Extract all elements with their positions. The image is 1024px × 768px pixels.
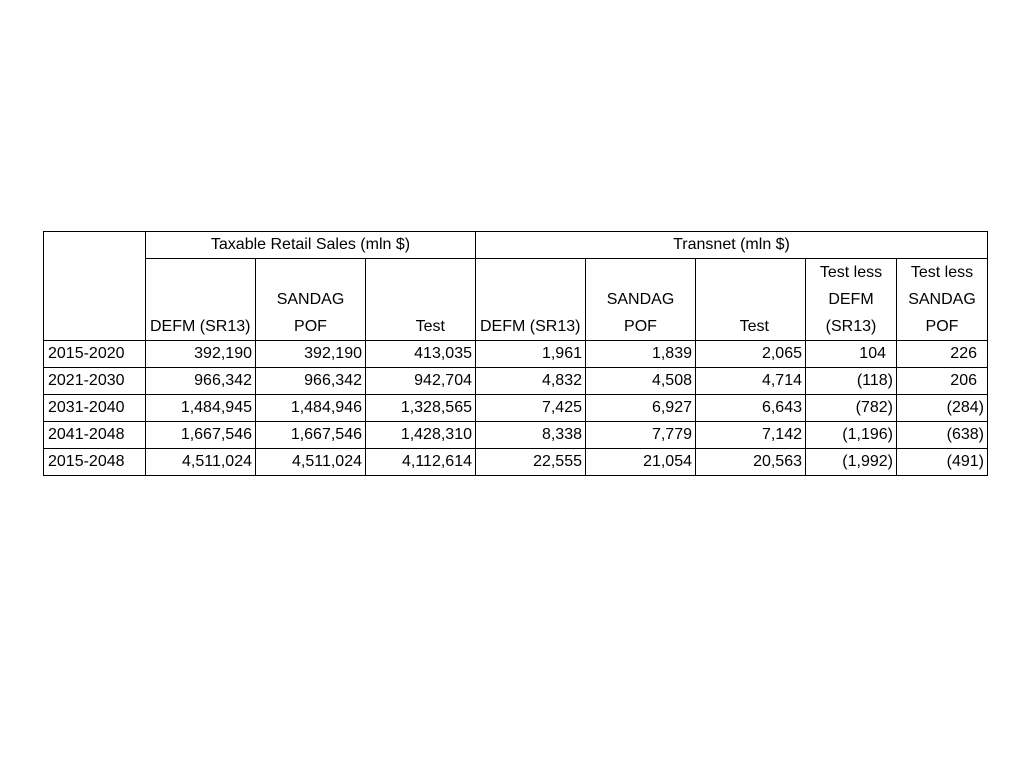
value-cell: 942,704 [366, 368, 476, 395]
col-header-transnet-sandag-pof [586, 259, 696, 341]
value-cell: 7,779 [586, 422, 696, 449]
header-line: SANDAG [908, 291, 976, 308]
col-header-test-less-defm [806, 259, 897, 341]
value-cell: 206 [897, 368, 988, 395]
value-cell: 966,342 [256, 368, 366, 395]
value-cell: 6,643 [696, 395, 806, 422]
value-cell: 4,112,614 [366, 449, 476, 476]
value-cell: 8,338 [476, 422, 586, 449]
header-line: SANDAG [276, 291, 345, 308]
value-cell: 104 [806, 341, 897, 368]
value-cell: (284) [897, 395, 988, 422]
value-cell: 392,190 [256, 341, 366, 368]
table-row [44, 422, 988, 449]
period-cell: 2015-2048 [44, 449, 146, 476]
header-line: POF [925, 318, 959, 335]
header-line: Test [415, 318, 445, 335]
taxable-retail-sales-header: Taxable Retail Sales (mln $) [146, 232, 476, 259]
table-row [44, 368, 988, 395]
header-line: Test less [910, 264, 974, 281]
value-cell: 4,508 [586, 368, 696, 395]
value-cell: 7,425 [476, 395, 586, 422]
table-row [44, 449, 988, 476]
header-line: Test [739, 318, 769, 335]
col-header-taxable-sandag-pof [256, 259, 366, 341]
group-header-row [44, 232, 988, 259]
value-cell: 20,563 [696, 449, 806, 476]
corner-cell [44, 232, 146, 341]
header-line: Test less [819, 264, 883, 281]
value-cell: (782) [806, 395, 897, 422]
value-cell: (491) [897, 449, 988, 476]
value-cell: 1,839 [586, 341, 696, 368]
value-cell: (1,196) [806, 422, 897, 449]
value-cell: 4,511,024 [146, 449, 256, 476]
header-line: SANDAG [606, 291, 675, 308]
value-cell: (118) [806, 368, 897, 395]
value-cell: 4,511,024 [256, 449, 366, 476]
value-cell: 1,328,565 [366, 395, 476, 422]
header-line: POF [624, 318, 657, 335]
col-header-transnet-defm [476, 259, 586, 341]
table-row [44, 341, 988, 368]
value-cell: 22,555 [476, 449, 586, 476]
value-cell: 4,714 [696, 368, 806, 395]
period-cell: 2015-2020 [44, 341, 146, 368]
value-cell: 2,065 [696, 341, 806, 368]
value-cell: 6,927 [586, 395, 696, 422]
value-cell: 392,190 [146, 341, 256, 368]
col-header-taxable-defm [146, 259, 256, 341]
header-line: DEFM (SR13) [480, 318, 581, 335]
value-cell: 7,142 [696, 422, 806, 449]
retail-sales-transnet-table [43, 231, 988, 476]
value-cell: 1,428,310 [366, 422, 476, 449]
col-header-taxable-test [366, 259, 476, 341]
value-cell: (638) [897, 422, 988, 449]
header-line: POF [294, 318, 327, 335]
value-cell: 4,832 [476, 368, 586, 395]
period-cell: 2021-2030 [44, 368, 146, 395]
value-cell: 21,054 [586, 449, 696, 476]
value-cell: 1,484,945 [146, 395, 256, 422]
value-cell: 1,667,546 [146, 422, 256, 449]
transnet-header: Transnet (mln $) [476, 232, 988, 259]
col-header-test-less-sandag-pof [897, 259, 988, 341]
period-cell: 2031-2040 [44, 395, 146, 422]
header-line: DEFM (SR13) [150, 318, 251, 335]
value-cell: 966,342 [146, 368, 256, 395]
value-cell: 226 [897, 341, 988, 368]
col-header-transnet-test [696, 259, 806, 341]
value-cell: 1,484,946 [256, 395, 366, 422]
header-line: (SR13) [825, 318, 877, 335]
header-line: DEFM [828, 291, 874, 308]
value-cell: (1,992) [806, 449, 897, 476]
table-row [44, 395, 988, 422]
value-cell: 1,961 [476, 341, 586, 368]
period-cell: 2041-2048 [44, 422, 146, 449]
column-header-row [44, 259, 988, 341]
value-cell: 413,035 [366, 341, 476, 368]
value-cell: 1,667,546 [256, 422, 366, 449]
